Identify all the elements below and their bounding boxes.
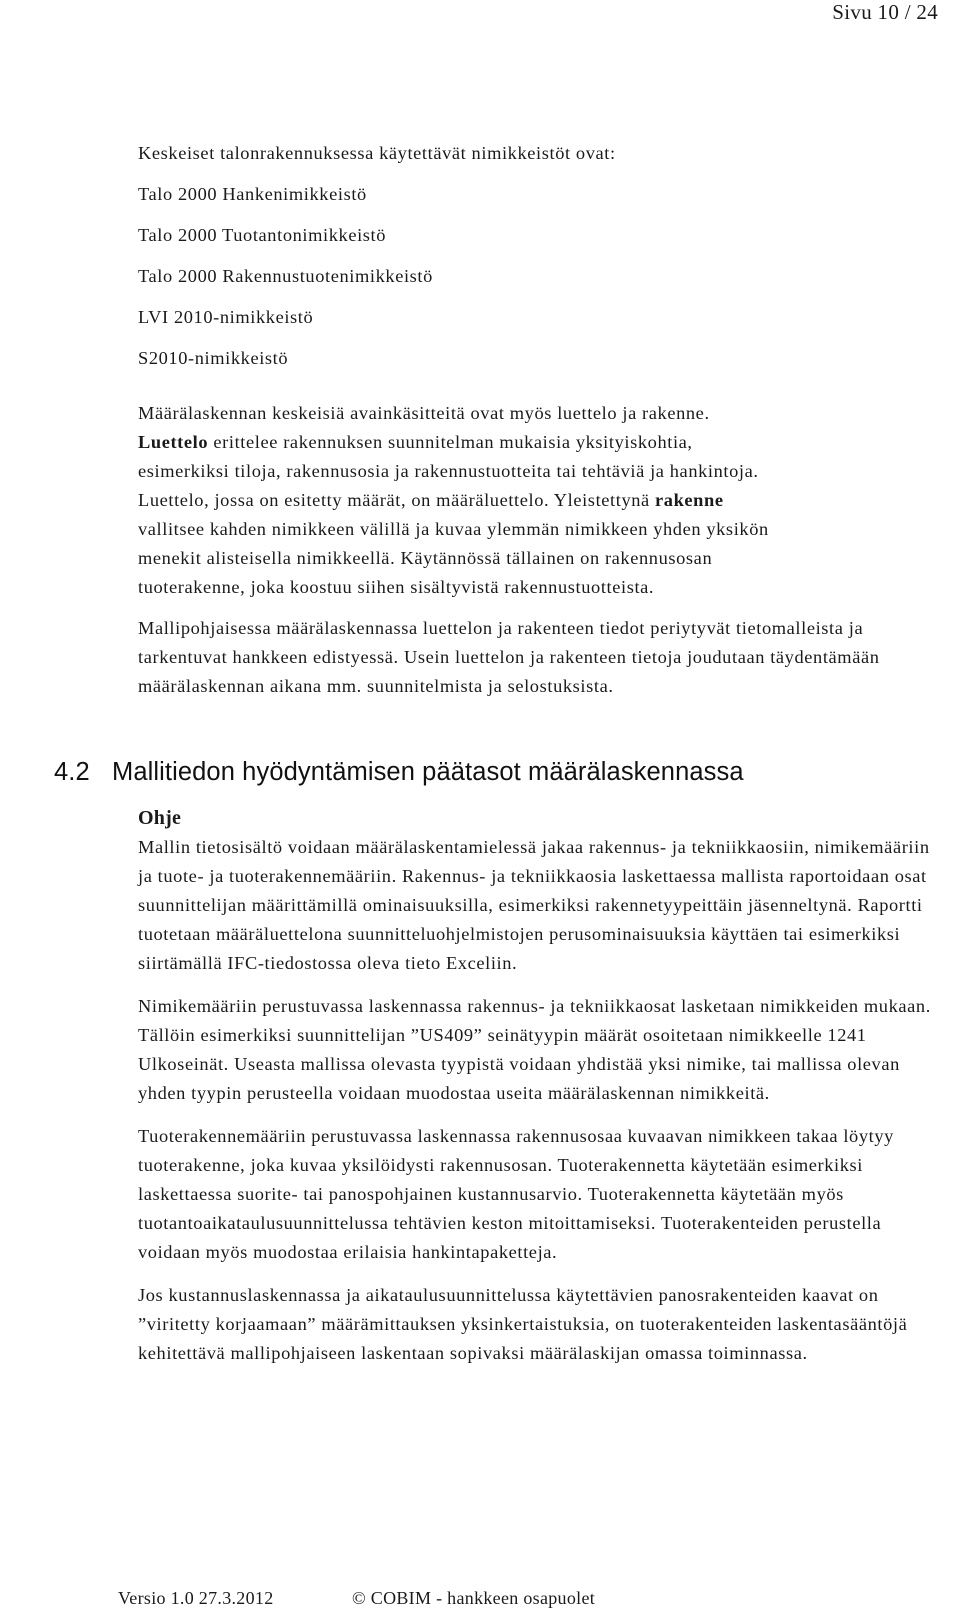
- list-item: Talo 2000 Tuotantonimikkeistö: [138, 225, 387, 245]
- section-heading: [54, 758, 744, 787]
- section-title: Mallitiedon hyödyntämisen päätasot määrälaskennassa: [112, 758, 744, 786]
- paragraph-line: esimerkiksi tiloja, rakennusosia ja rakennustuotteita tai tehtäviä ja hankintoja.: [138, 461, 759, 481]
- list-item: LVI 2010-nimikkeistö: [138, 307, 314, 327]
- paragraph-line-text: Luettelo, jossa on esitetty määrät, on määräluettelo. Yleistettynä: [138, 490, 650, 510]
- term-luettelo: Luettelo: [138, 432, 209, 452]
- paragraph-line: [138, 486, 938, 515]
- paragraph-mallipohjainen: Mallipohjaisessa määrälaskennassa luettelon ja rakenteen tiedot periytyvät tietomalleista ja tarkentuvat hankkeen edistyessä. Usein luettelon ja rakenteen tietoja joudutaan täydentämään määrälaskennan aikana mm. suunnitelmista ja selostuksista.: [138, 618, 880, 696]
- ohje-paragraph: Jos kustannuslaskennassa ja aikataulusuunnittelussa käytettävien panosrakenteiden kaavat on ”viritetty korjaamaan” määrämittauksen yksinkertaistuksia, on tuoterakenteiden laskentasääntöjä kehitettävä mallipohjaiseen laskentaan sopivaksi määrälaskijan omassa toiminnassa.: [138, 1285, 908, 1363]
- list-item: S2010-nimikkeistö: [138, 348, 289, 368]
- paragraph-line: [138, 428, 938, 457]
- ohje-label: Ohje: [138, 807, 182, 829]
- list-item: Talo 2000 Rakennustuotenimikkeistö: [138, 266, 433, 286]
- ohje-section: [138, 804, 938, 1382]
- paragraph-line-text: erittelee rakennuksen suunnitelman mukaisia yksityiskohtia,: [213, 432, 693, 452]
- paragraph-luettelo-rakenne: [138, 399, 938, 602]
- paragraph-line: Määrälaskennan keskeisiä avainkäsitteitä ovat myös luettelo ja rakenne.: [138, 403, 710, 423]
- list-item: Talo 2000 Hankenimikkeistö: [138, 184, 367, 204]
- ohje-paragraph: Tuoterakennemääriin perustuvassa laskennassa rakennusosaa kuvaavan nimikkeen takaa löytyy tuoterakenne, joka kuvaa yksilöidysti rakennusosan. Tuoterakennetta käytetään esimerkiksi laskettaessa suorite- tai panospohjainen kustannusarvio. Tuoterakennetta käytetään myös tuotantoaikataulusuunnittelussa tehtävien keston mitoittamiseksi. Tuoterakenteiden perustella voidaan myös muodostaa erilaisia hankintapaketteja.: [138, 1126, 894, 1262]
- intro-lead: Keskeiset talonrakennuksessa käytettävät nimikkeistöt ovat:: [138, 143, 616, 163]
- footer-version: Versio 1.0 27.3.2012: [118, 1588, 274, 1608]
- intro-section: [138, 139, 938, 701]
- page-number: Sivu 10 / 24: [832, 0, 938, 24]
- ohje-paragraph: Nimikemääriin perustuvassa laskennassa rakennus- ja tekniikkaosat lasketaan nimikkeiden mukaan. Tällöin esimerkiksi suunnittelijan ”US409” seinätyypin määrät osoitetaan nimikkeelle 1241 Ulkoseinät. Useasta mallissa olevasta tyypistä voidaan yhdistää yksi nimike, tai mallissa olevan yhden tyypin perusteella voidaan muodostaa useita määrälaskennan nimikkeitä.: [138, 996, 931, 1103]
- paragraph-line: vallitsee kahden nimikkeen välillä ja kuvaa ylemmän nimikkeen yhden yksikön: [138, 519, 769, 539]
- footer-copyright: © COBIM - hankkeen osapuolet: [352, 1588, 596, 1608]
- term-rakenne: rakenne: [655, 490, 724, 510]
- ohje-paragraph: Mallin tietosisältö voidaan määrälaskentamielessä jakaa rakennus- ja tekniikkaosiin, nimikemääriin ja tuote- ja tuoterakennemääriin. Rakennus- ja tekniikkaosia laskettaessa mallista raportoidaan osat suunnittelijan määrittämillä ominaisuuksilla, esimerkiksi rakennetyypeittäin jäsenneltynä. Raportti tuotetaan määräluettelona suunnitteluohjelmistojen perusominaisuuksia käyttäen tai esimerkiksi siirtämällä IFC-tiedostossa oleva tieto Exceliin.: [138, 837, 930, 973]
- section-number: 4.2: [54, 758, 90, 786]
- paragraph-line: tuoterakenne, joka koostuu siihen sisältyvistä rakennustuotteista.: [138, 577, 655, 597]
- paragraph-line: menekit alisteisella nimikkeellä. Käytännössä tällainen on rakennusosan: [138, 548, 713, 568]
